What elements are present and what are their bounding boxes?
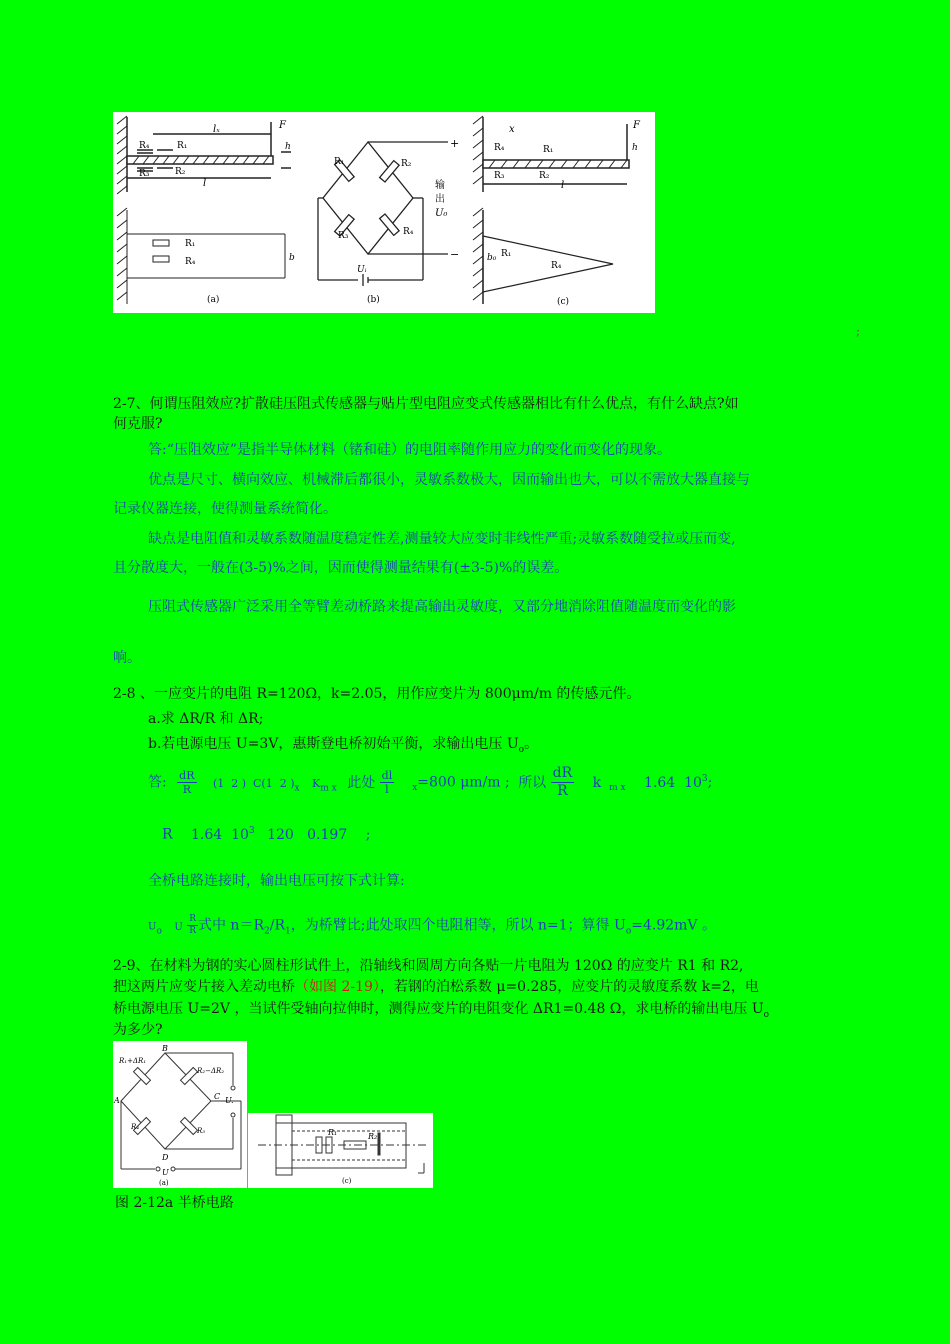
- q28-f3-end: ;: [707, 774, 713, 791]
- fig1a-plan-r1: R₁: [185, 239, 196, 249]
- fig1c-caption: (c): [557, 297, 570, 307]
- q27-fix-line2: 响。: [113, 650, 141, 666]
- q28-formula-slash: /R: [269, 917, 285, 934]
- q29-line3-text: 桥电源电压 U=2V ，当试件受轴向拉伸时，测得应变片的电阻变化 ΔR1=0.48 Ω，求电桥的输出电压 U: [113, 1001, 764, 1017]
- q27-disadvantage-line2: 且分散度大，一般在(3-5)%之间，因而使得测量结果有(±3-5)%的误差。: [113, 560, 569, 576]
- fig2a-node-a: A: [114, 1096, 120, 1105]
- fig1a-b: b: [289, 253, 295, 263]
- q28-formula-sub0: o: [625, 926, 632, 937]
- q28-f1-mid: (1 2 ) C(1 2 ): [212, 776, 295, 790]
- q28-line2-exp: 3: [248, 826, 255, 836]
- q28-u0-sub: o: [156, 926, 162, 937]
- fig1a-r1: R₁: [177, 141, 188, 151]
- q28-f1-k: K: [312, 776, 321, 790]
- q27-question-line2: 何克服?: [113, 416, 163, 432]
- q29-line3: [113, 1000, 769, 1024]
- figure-half-bridge-svg: [113, 1041, 247, 1188]
- q28-f3-num: dR: [552, 765, 573, 781]
- fig1a-plan-r4: R₄: [185, 257, 196, 267]
- q28-part-b-text: b.若电源电压 U=3V，惠斯登电桥初始平衡，求输出电压 U: [148, 736, 519, 752]
- q28-f3-den: R: [557, 783, 568, 799]
- q28-formula-rest: ，为桥臂比;此处取四个电阻相等，所以 n=1；算得 U: [290, 917, 626, 934]
- q28-f2-num: dl: [381, 769, 393, 782]
- q28-f1-sub2: m x: [320, 783, 337, 794]
- fig2a-u: U: [162, 1168, 169, 1177]
- fig1a-r4: R₄: [139, 141, 150, 151]
- q28-u-frac-den: R: [189, 926, 196, 936]
- fig1b-ui: Uᵢ: [357, 265, 367, 275]
- q29-line4: 为多少?: [113, 1022, 163, 1038]
- q28-answer-formula-line2: [162, 822, 370, 844]
- q28-formula-end: =4.92mV 。: [631, 917, 716, 934]
- q28-part-b-sub: o: [518, 744, 525, 755]
- q28-line2-val: 1.64 10: [191, 826, 249, 843]
- fig1a-lx: lₓ: [213, 124, 220, 135]
- q28-f1-sub1: x: [294, 783, 300, 794]
- fig1c-r3: R₃: [494, 171, 505, 181]
- fig2a-r4: R₄: [131, 1123, 140, 1131]
- q27-fix-line1: 压阻式传感器广泛采用全等臂差动桥路来提高输出灵敏度，又部分地消除阻值随温度而变化的影: [148, 599, 736, 615]
- q28-formula-sub1: 1: [285, 926, 291, 937]
- q28-part-a: a.求 ΔR/R 和 ΔR;: [148, 711, 264, 727]
- q28-formula-tail: 式中 n＝R: [197, 917, 264, 934]
- q28-f3-k: k: [592, 774, 602, 791]
- fig1a-l: l: [203, 178, 207, 189]
- fig1c-r4: R₄: [494, 143, 505, 153]
- fig1c-h: h: [632, 143, 638, 153]
- q28-f2-val: =800 μm/m ;: [417, 774, 510, 791]
- fig2a-node-d: D: [162, 1153, 169, 1162]
- fig1b-r2: R₂: [401, 159, 412, 169]
- fig1b-plus: +: [450, 137, 460, 150]
- q28-here-label: 此处: [347, 774, 376, 791]
- q29-line3-sub: o: [763, 1009, 770, 1020]
- q28-part-b: [148, 735, 538, 759]
- q28-output-formula: [148, 914, 716, 940]
- fig1c-r1: R₁: [543, 145, 554, 155]
- fig1a-f: F: [279, 120, 286, 131]
- q27-advantage-line1: 优点是尺寸、横向效应、机械滞后都很小，灵敏系数极大，因而输出也大，可以不需放大器直接与: [148, 472, 750, 488]
- fig1b-caption: (b): [367, 295, 380, 305]
- q27-disadvantage-line1: 缺点是电阻值和灵敏系数随温度稳定性差,测量较大应变时非线性严重;灵敏系数随受拉或压而变,: [148, 531, 736, 547]
- q28-so-label: 所以: [518, 774, 547, 791]
- fig2c-r1: R₁: [328, 1128, 338, 1137]
- fig1c-b0: b₀: [487, 253, 497, 263]
- fig1a-r3: R₃: [139, 169, 150, 179]
- fig2a-caption: (a): [159, 1179, 169, 1187]
- q28-u-frac-pre: U: [174, 921, 183, 933]
- q28-u0: U: [148, 921, 157, 933]
- fig1c-plan-r4: R₄: [551, 261, 562, 271]
- fig1b-r3: R₃: [338, 231, 349, 241]
- fig1b-r4: R₄: [403, 227, 414, 237]
- q29-line1: 2-9、在材料为钢的实心圆柱形试件上，沿轴线和圆周方向各贴一片电阻为 120Ω 的应变片 R1 和 R2,: [113, 958, 744, 974]
- fig2a-node-c: C: [214, 1092, 221, 1101]
- q28-answer-formula-line1: [148, 765, 712, 800]
- q27-question-line1: 2-7、何谓压阻效应?扩散硅压阻式传感器与贴片型电阻应变式传感器相比有什么优点，有什么缺点?如: [113, 396, 739, 412]
- q27-advantage-line2: 记录仪器连接，使得测量系统简化。: [113, 501, 337, 517]
- q28-f1-num: dR: [179, 769, 195, 782]
- q28-formula-sub2: 2: [264, 926, 270, 937]
- fig1c-plan-r1: R₁: [501, 249, 512, 259]
- q28-fraction-dr-r: [177, 769, 196, 796]
- fig1c-f: F: [633, 120, 640, 131]
- q29-line2-a: 把这两片应变片接入差动电桥: [113, 979, 295, 995]
- fig1c-x: x: [509, 124, 515, 135]
- fig2a-r3: R₃: [197, 1127, 206, 1135]
- figure-half-bridge: [113, 1041, 247, 1188]
- figure-cylinder-specimen: [248, 1113, 433, 1188]
- q28-f2-sub: x: [412, 783, 418, 794]
- q29-line2: [113, 978, 759, 996]
- fig1a-caption: (a): [207, 295, 220, 305]
- fig2c-caption: (c): [342, 1177, 352, 1185]
- figure-strain-beam-bridge: [113, 112, 655, 313]
- fig2a-uo: U.: [225, 1096, 234, 1105]
- q28-f3-sub: m x: [609, 783, 626, 794]
- q28-answer-label: 答:: [148, 774, 167, 791]
- q28-part-b-end: 。: [524, 736, 539, 752]
- fig1a-r2: R₂: [175, 167, 186, 177]
- q28-f3-exp: 3: [701, 773, 708, 784]
- q29-line2-b: ，若钢的泊松系数 μ=0.285，应变片的灵敏度系数 k=2，电: [379, 979, 759, 995]
- q28-fraction-dr-r-2: [551, 765, 575, 800]
- fig1b-out1: 输: [435, 180, 445, 191]
- q29-figure-caption: 图 2-12a 半桥电路: [115, 1195, 234, 1211]
- q28-u-frac: [187, 914, 198, 937]
- fig2c-r2: R₂: [368, 1132, 378, 1141]
- figure-cylinder-svg: [248, 1113, 433, 1188]
- q29-figure-reference: （如图 2-19）: [295, 979, 380, 995]
- fig2a-node-b: B: [162, 1044, 168, 1053]
- q27-answer: 答:“压阻效应”是指半导体材料（锗和硅）的电阻率随作用应力的变化而变化的现象。: [148, 442, 672, 458]
- fig1c-r2: R₂: [539, 171, 550, 181]
- fig1a-h: h: [285, 142, 291, 152]
- fig1c-l: l: [561, 180, 565, 191]
- figure-a-plan: [117, 208, 285, 304]
- q28-f1-den: R: [182, 783, 191, 796]
- fig2a-r1: R₁+ΔR₁: [119, 1057, 147, 1065]
- q28-f3-val: 1.64 10: [644, 774, 702, 791]
- q28-question: 2-8 、一应变片的电阻 R=120Ω，k=2.05，用作应变片为 800μm/m 的传感元件。: [113, 686, 641, 702]
- q28-line2-end: ;: [365, 826, 371, 843]
- figure-strain-beam-svg: [113, 112, 655, 313]
- q28-fraction-dl-l: [380, 769, 395, 796]
- fig2a-r2: R₂−ΔR₂: [197, 1067, 225, 1075]
- q28-f2-den: l: [385, 783, 389, 796]
- fig1b-out2: 出: [435, 194, 445, 205]
- fig1b-r1: R₁: [334, 157, 345, 167]
- semicolon-mark: ;: [856, 324, 861, 338]
- fig1b-minus: −: [450, 248, 460, 261]
- fig1b-u0: U₀: [435, 208, 448, 219]
- q28-line2-rest: 120 0.197: [267, 826, 348, 843]
- q28-full-bridge-intro: 全桥电路连接时，输出电压可按下式计算:: [148, 873, 405, 889]
- q28-u-frac-num: R: [189, 914, 196, 924]
- q28-line2-r: R: [162, 826, 173, 843]
